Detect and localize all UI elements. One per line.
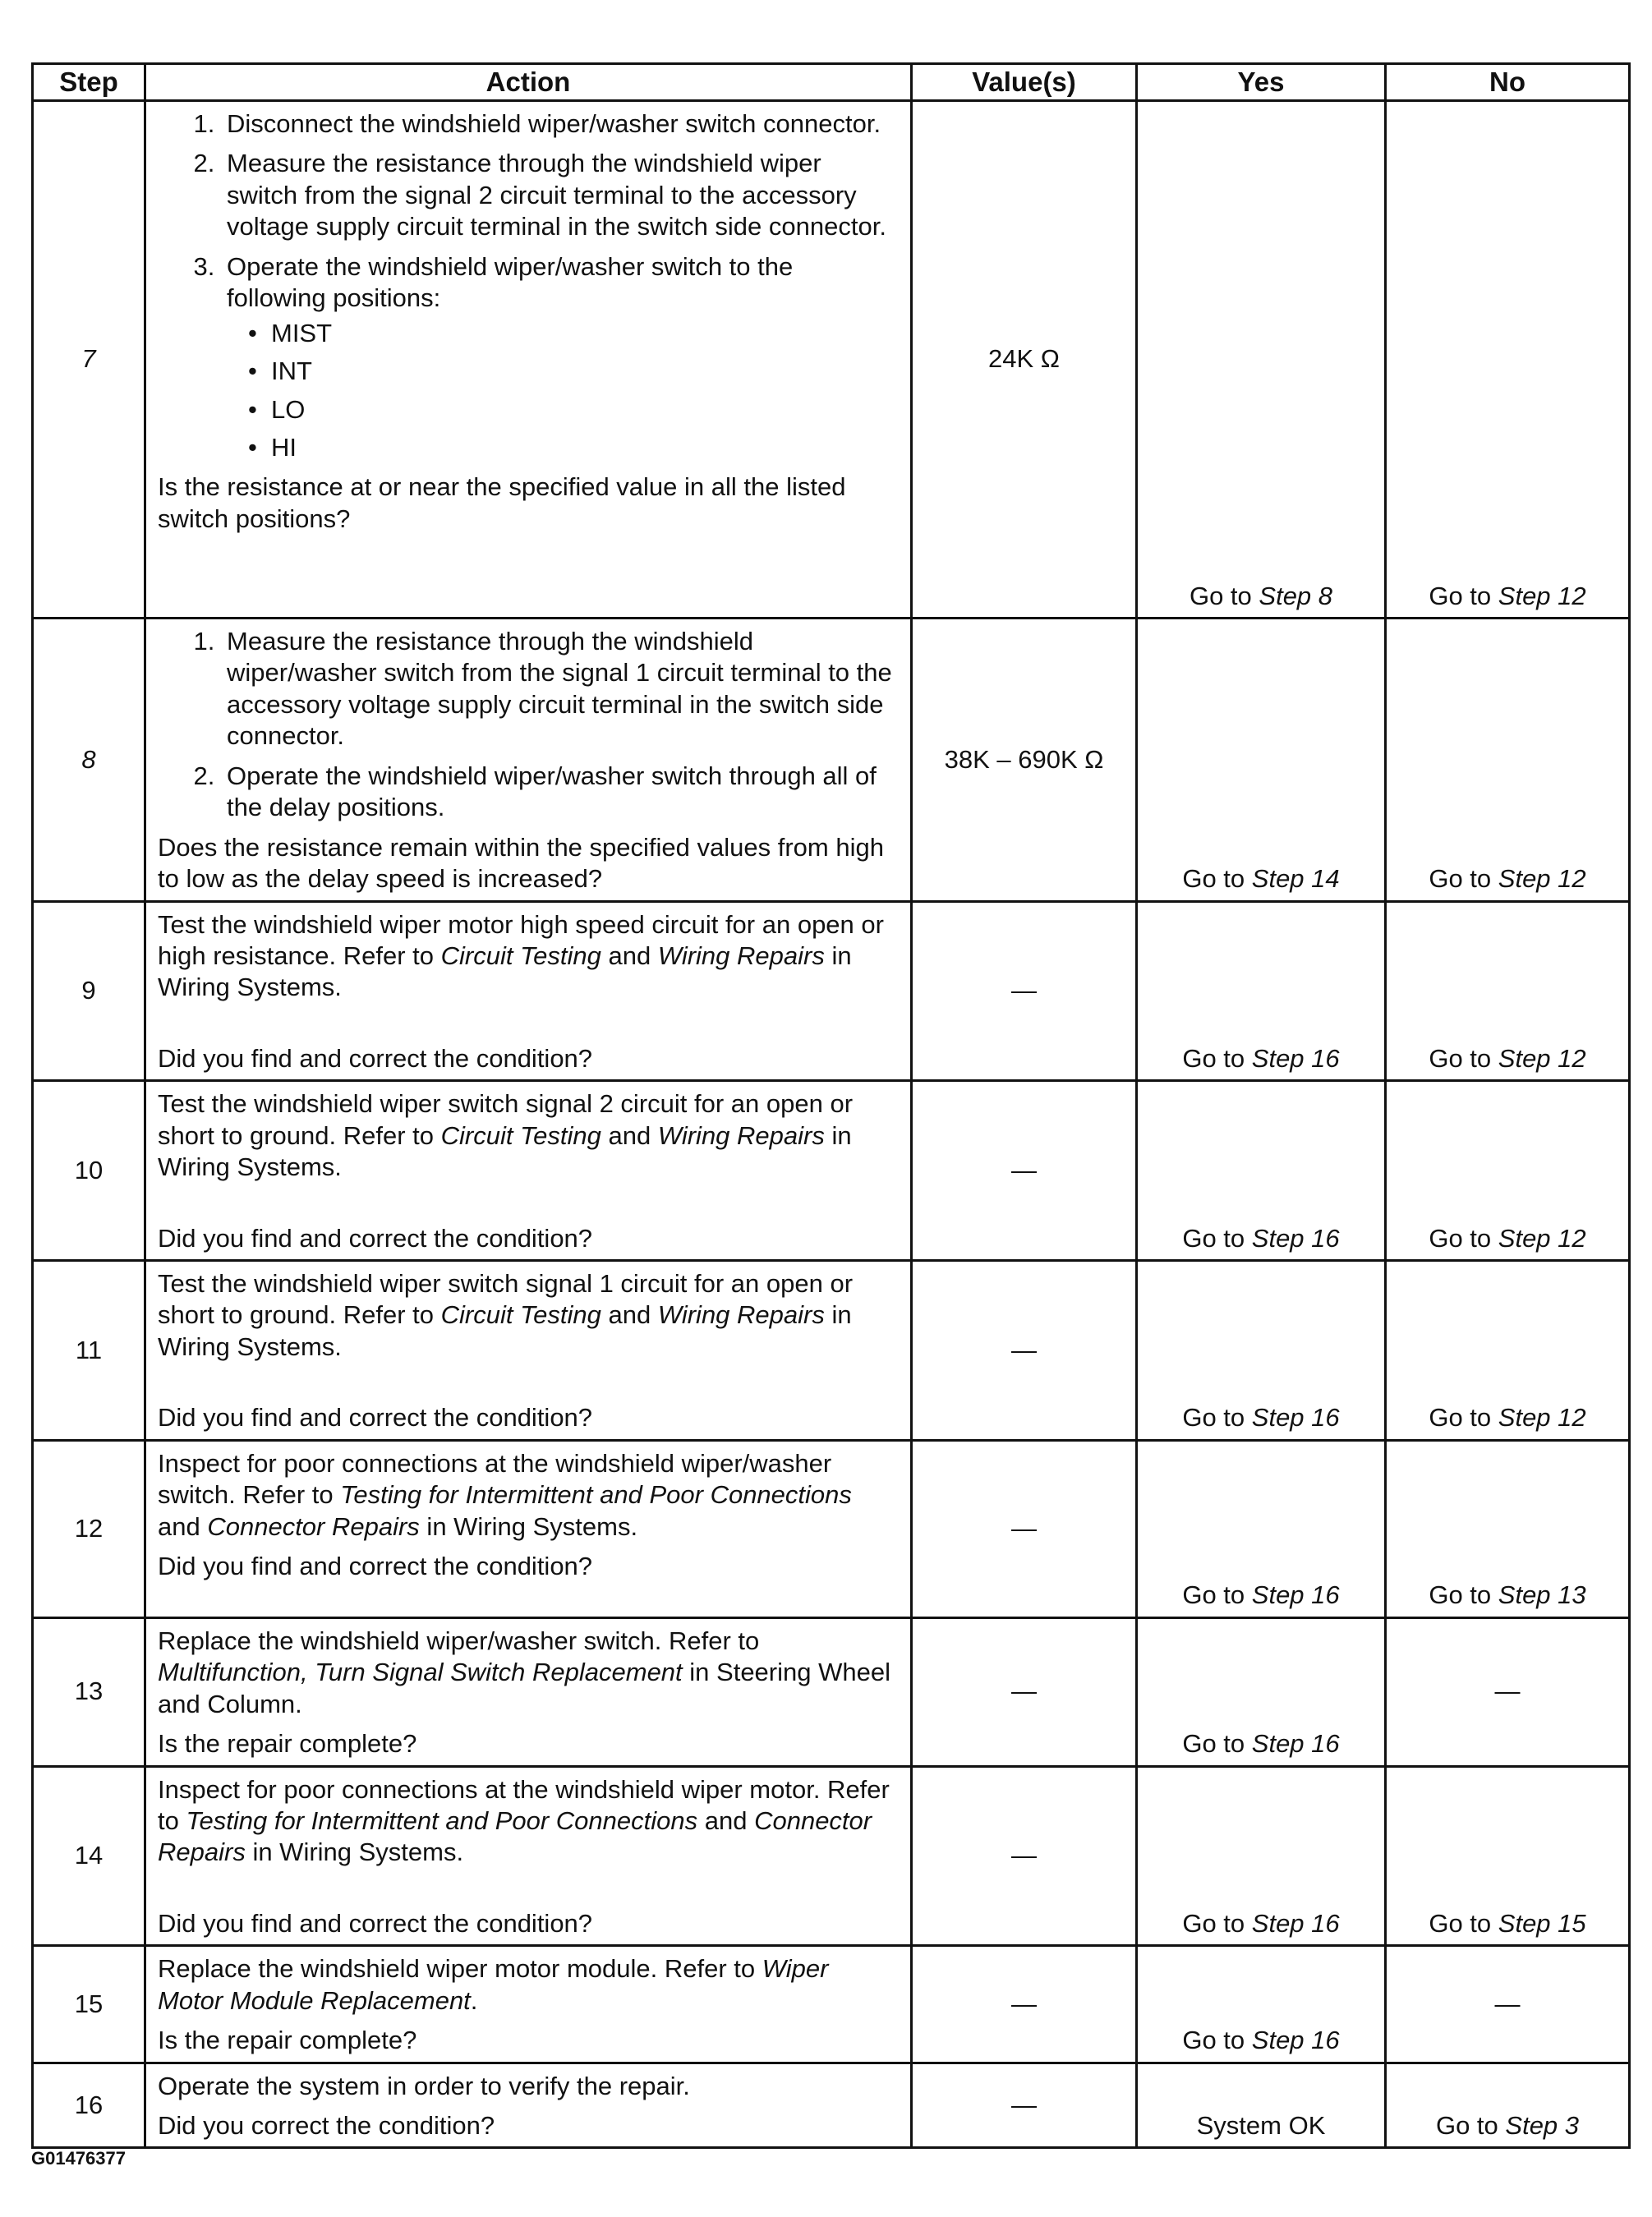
action-step: 1. Disconnect the windshield wiper/washer switch connector. — [222, 108, 899, 140]
yes-prefix: Go to — [1182, 1729, 1245, 1759]
action-question: Is the repair complete? — [158, 1729, 417, 1759]
table-header-row — [33, 64, 1630, 101]
no-prefix: Go to — [1429, 1908, 1492, 1938]
action-text-part: and — [697, 1805, 755, 1835]
action-text-part: Inspect for poor connections at the windshield wiper/washer switch. Refer to — [158, 1448, 832, 1510]
yes-cell — [1137, 1617, 1386, 1766]
step-number: 7 — [33, 101, 145, 619]
action-step-text: Operate the windshield wiper/washer switch to the following positions: — [227, 251, 794, 313]
table-row — [33, 1081, 1630, 1261]
action-text-part: Test the windshield wiper motor high speed circuit for an open or high resistance. Refer to — [158, 909, 884, 970]
yes-prefix: Go to — [1182, 864, 1245, 894]
no-step-ref: Step 12 — [1498, 1403, 1586, 1433]
action-cell — [145, 619, 912, 902]
action-text-part: Test the windshield wiper switch signal 2 circuit for an open or short to ground. Refer to — [158, 1089, 854, 1150]
yes-prefix: Go to — [1182, 1908, 1245, 1938]
action-cell — [145, 2063, 912, 2148]
action-text-part: Replace the windshield wiper motor module. Refer to — [158, 1954, 762, 1984]
no-step-ref: Step 12 — [1498, 1043, 1586, 1073]
yes-step-ref: Step 16 — [1251, 1908, 1340, 1938]
no-cell — [1386, 1261, 1630, 1441]
action-text — [158, 1268, 899, 1363]
action-cell — [145, 1081, 912, 1261]
value-cell: — — [912, 1081, 1137, 1261]
action-text-part: in Wiring Systems. — [158, 1300, 852, 1361]
yes-cell — [1137, 101, 1386, 619]
no-cell — [1386, 2063, 1630, 2148]
action-question: Did you find and correct the condition? — [158, 1403, 593, 1433]
step-number: 9 — [33, 901, 145, 1081]
yes-cell — [1137, 1766, 1386, 1946]
action-text-part: in Steering Wheel and Column. — [158, 1658, 890, 1718]
action-cell — [145, 1946, 912, 2063]
action-text-part: Test the windshield wiper switch signal 1 circuit for an open or short to ground. Refer to — [158, 1269, 854, 1330]
action-cell — [145, 1440, 912, 1617]
action-cell — [145, 1261, 912, 1441]
reference-link: Wiper Motor Module Replacement — [158, 1954, 829, 2015]
action-text — [158, 909, 899, 1004]
diagnostic-table — [31, 62, 1631, 2149]
action-step: 2. Measure the resistance through the windshield wiper switch from the signal 2 circuit terminal to the accessory voltage supply circuit terminal in the switch side connector. — [222, 148, 899, 242]
action-question: Is the repair complete? — [158, 2026, 417, 2055]
action-text — [158, 1088, 899, 1183]
list-item: • MIST — [266, 318, 899, 349]
action-cell — [145, 901, 912, 1081]
no-step-ref: Step 15 — [1498, 1908, 1586, 1938]
header-yes: Yes — [1137, 64, 1386, 101]
header-no: No — [1386, 64, 1630, 101]
list-item: • INT — [266, 356, 899, 387]
yes-prefix: Go to — [1182, 1580, 1245, 1610]
action-question: Did you find and correct the condition? — [158, 1908, 593, 1938]
action-question: Did you correct the condition? — [158, 2111, 495, 2140]
no-prefix: Go to — [1429, 1043, 1492, 1073]
table-row — [33, 1617, 1630, 1766]
table-row — [33, 1766, 1630, 1946]
reference-link: Circuit Testing — [440, 1120, 601, 1150]
action-question: Did you find and correct the condition? — [158, 1223, 593, 1253]
reference-link: Circuit Testing — [440, 1300, 601, 1330]
yes-step-ref: Step 16 — [1251, 1729, 1340, 1759]
no-cell — [1386, 1081, 1630, 1261]
action-step — [222, 251, 899, 464]
action-text-part: Replace the windshield wiper/washer switch. Refer to — [158, 1626, 760, 1655]
yes-step-ref: Step 16 — [1251, 1403, 1340, 1433]
table-row — [33, 619, 1630, 902]
step-number: 14 — [33, 1766, 145, 1946]
value-cell: — — [912, 1617, 1137, 1766]
list-item: • HI — [266, 432, 899, 463]
yes-step-ref: Step 16 — [1251, 1223, 1340, 1253]
reference-link: Circuit Testing — [440, 941, 601, 970]
diagnostic-table-sheet — [31, 62, 1628, 2149]
no-cell: — — [1386, 1946, 1630, 2063]
action-text — [158, 1448, 899, 1543]
header-step: Step — [33, 64, 145, 101]
step-number: 10 — [33, 1081, 145, 1261]
no-prefix: Go to — [1435, 2111, 1498, 2140]
table-row — [33, 101, 1630, 619]
header-value: Value(s) — [912, 64, 1137, 101]
reference-link: Testing for Intermittent and Poor Connections — [340, 1480, 852, 1510]
action-text-part: and — [601, 1120, 658, 1150]
yes-cell — [1137, 901, 1386, 1081]
yes-cell — [1137, 1440, 1386, 1617]
value-cell: — — [912, 1261, 1137, 1441]
yes-step-ref: Step 8 — [1259, 581, 1333, 610]
step-number: 11 — [33, 1261, 145, 1441]
table-row — [33, 2063, 1630, 2148]
yes-cell — [1137, 1081, 1386, 1261]
no-cell: — — [1386, 1617, 1630, 1766]
yes-cell: System OK — [1137, 2063, 1386, 2148]
yes-cell — [1137, 1261, 1386, 1441]
action-cell — [145, 1617, 912, 1766]
no-step-ref: Step 12 — [1498, 864, 1586, 894]
table-row — [33, 1261, 1630, 1441]
step-number: 16 — [33, 2063, 145, 2148]
action-text — [158, 1953, 899, 2017]
value-cell: 24K Ω — [912, 101, 1137, 619]
reference-link: Wiring Repairs — [657, 941, 825, 970]
action-text-part: Inspect for poor connections at the windshield wiper motor. Refer to — [158, 1774, 890, 1835]
yes-step-ref: Step 14 — [1251, 864, 1340, 894]
no-cell — [1386, 619, 1630, 902]
step-number: 8 — [33, 619, 145, 902]
no-cell — [1386, 1440, 1630, 1617]
action-steps — [158, 626, 899, 824]
value-cell: — — [912, 2063, 1137, 2148]
no-step-ref: Step 12 — [1498, 581, 1586, 610]
action-cell — [145, 1766, 912, 1946]
no-cell — [1386, 901, 1630, 1081]
yes-step-ref: Step 16 — [1251, 1580, 1340, 1610]
no-prefix: Go to — [1429, 1223, 1492, 1253]
reference-link: Connector Repairs — [207, 1511, 420, 1541]
action-text — [158, 1774, 899, 1869]
action-text-part: and — [601, 1300, 658, 1330]
action-text-part: . — [470, 1985, 478, 2015]
reference-link: Wiring Repairs — [657, 1300, 825, 1330]
action-question: Does the resistance remain within the specified values from high to low as the delay speed is increased? — [158, 832, 884, 894]
table-row — [33, 1440, 1630, 1617]
value-cell: — — [912, 1946, 1137, 2063]
step-number: 13 — [33, 1617, 145, 1766]
action-text-part: in Wiring Systems. — [158, 941, 852, 1002]
action-question: Is the resistance at or near the specified value in all the listed switch positions? — [158, 472, 846, 533]
list-item: • LO — [266, 394, 899, 425]
reference-link: Connector Repairs — [158, 1805, 872, 1867]
action-question: Did you find and correct the condition? — [158, 1043, 593, 1073]
switch-positions-list — [227, 318, 899, 464]
no-step-ref: Step 12 — [1498, 1223, 1586, 1253]
action-steps — [158, 108, 899, 463]
yes-prefix: Go to — [1182, 1223, 1245, 1253]
yes-prefix: Go to — [1182, 1043, 1245, 1073]
yes-prefix: Go to — [1182, 2026, 1245, 2055]
value-cell: 38K – 690K Ω — [912, 619, 1137, 902]
yes-step-ref: Step 16 — [1251, 1043, 1340, 1073]
reference-link: Testing for Intermittent and Poor Connections — [186, 1805, 698, 1835]
action-cell — [145, 101, 912, 619]
action-text — [158, 1626, 899, 1720]
step-number: 15 — [33, 1946, 145, 2063]
figure-id: G01476377 — [31, 2148, 126, 2169]
yes-prefix: Go to — [1189, 581, 1252, 610]
no-step-ref: Step 3 — [1505, 2111, 1580, 2140]
no-prefix: Go to — [1429, 1580, 1492, 1610]
action-text-part: in Wiring Systems. — [419, 1511, 638, 1541]
step-number: 12 — [33, 1440, 145, 1617]
value-cell: — — [912, 1766, 1137, 1946]
header-action: Action — [145, 64, 912, 101]
value-cell: — — [912, 1440, 1137, 1617]
yes-prefix: Go to — [1182, 1403, 1245, 1433]
yes-cell — [1137, 1946, 1386, 2063]
no-step-ref: Step 13 — [1498, 1580, 1586, 1610]
no-prefix: Go to — [1429, 1403, 1492, 1433]
action-text-part: and — [601, 941, 658, 970]
action-question: Did you find and correct the condition? — [158, 1552, 593, 1581]
no-cell — [1386, 1766, 1630, 1946]
action-text-part: in Wiring Systems. — [158, 1120, 852, 1182]
table-row — [33, 901, 1630, 1081]
action-text-part: and — [158, 1511, 208, 1541]
value-cell: — — [912, 901, 1137, 1081]
no-cell — [1386, 101, 1630, 619]
table-row — [33, 1946, 1630, 2063]
no-prefix: Go to — [1429, 581, 1492, 610]
reference-link: Wiring Repairs — [657, 1120, 825, 1150]
reference-link: Multifunction, Turn Signal Switch Replacement — [158, 1658, 683, 1687]
yes-step-ref: Step 16 — [1251, 2026, 1340, 2055]
action-text-part: in Wiring Systems. — [245, 1838, 464, 1867]
action-step: 1. Measure the resistance through the windshield wiper/washer switch from the signal 1 circuit terminal to the accessory voltage supply circuit terminal in the switch side connector. — [222, 626, 899, 752]
action-step: 2. Operate the windshield wiper/washer switch through all of the delay positions. — [222, 761, 899, 824]
action-text: Operate the system in order to verify the repair. — [158, 2071, 690, 2100]
no-prefix: Go to — [1429, 864, 1492, 894]
yes-cell — [1137, 619, 1386, 902]
